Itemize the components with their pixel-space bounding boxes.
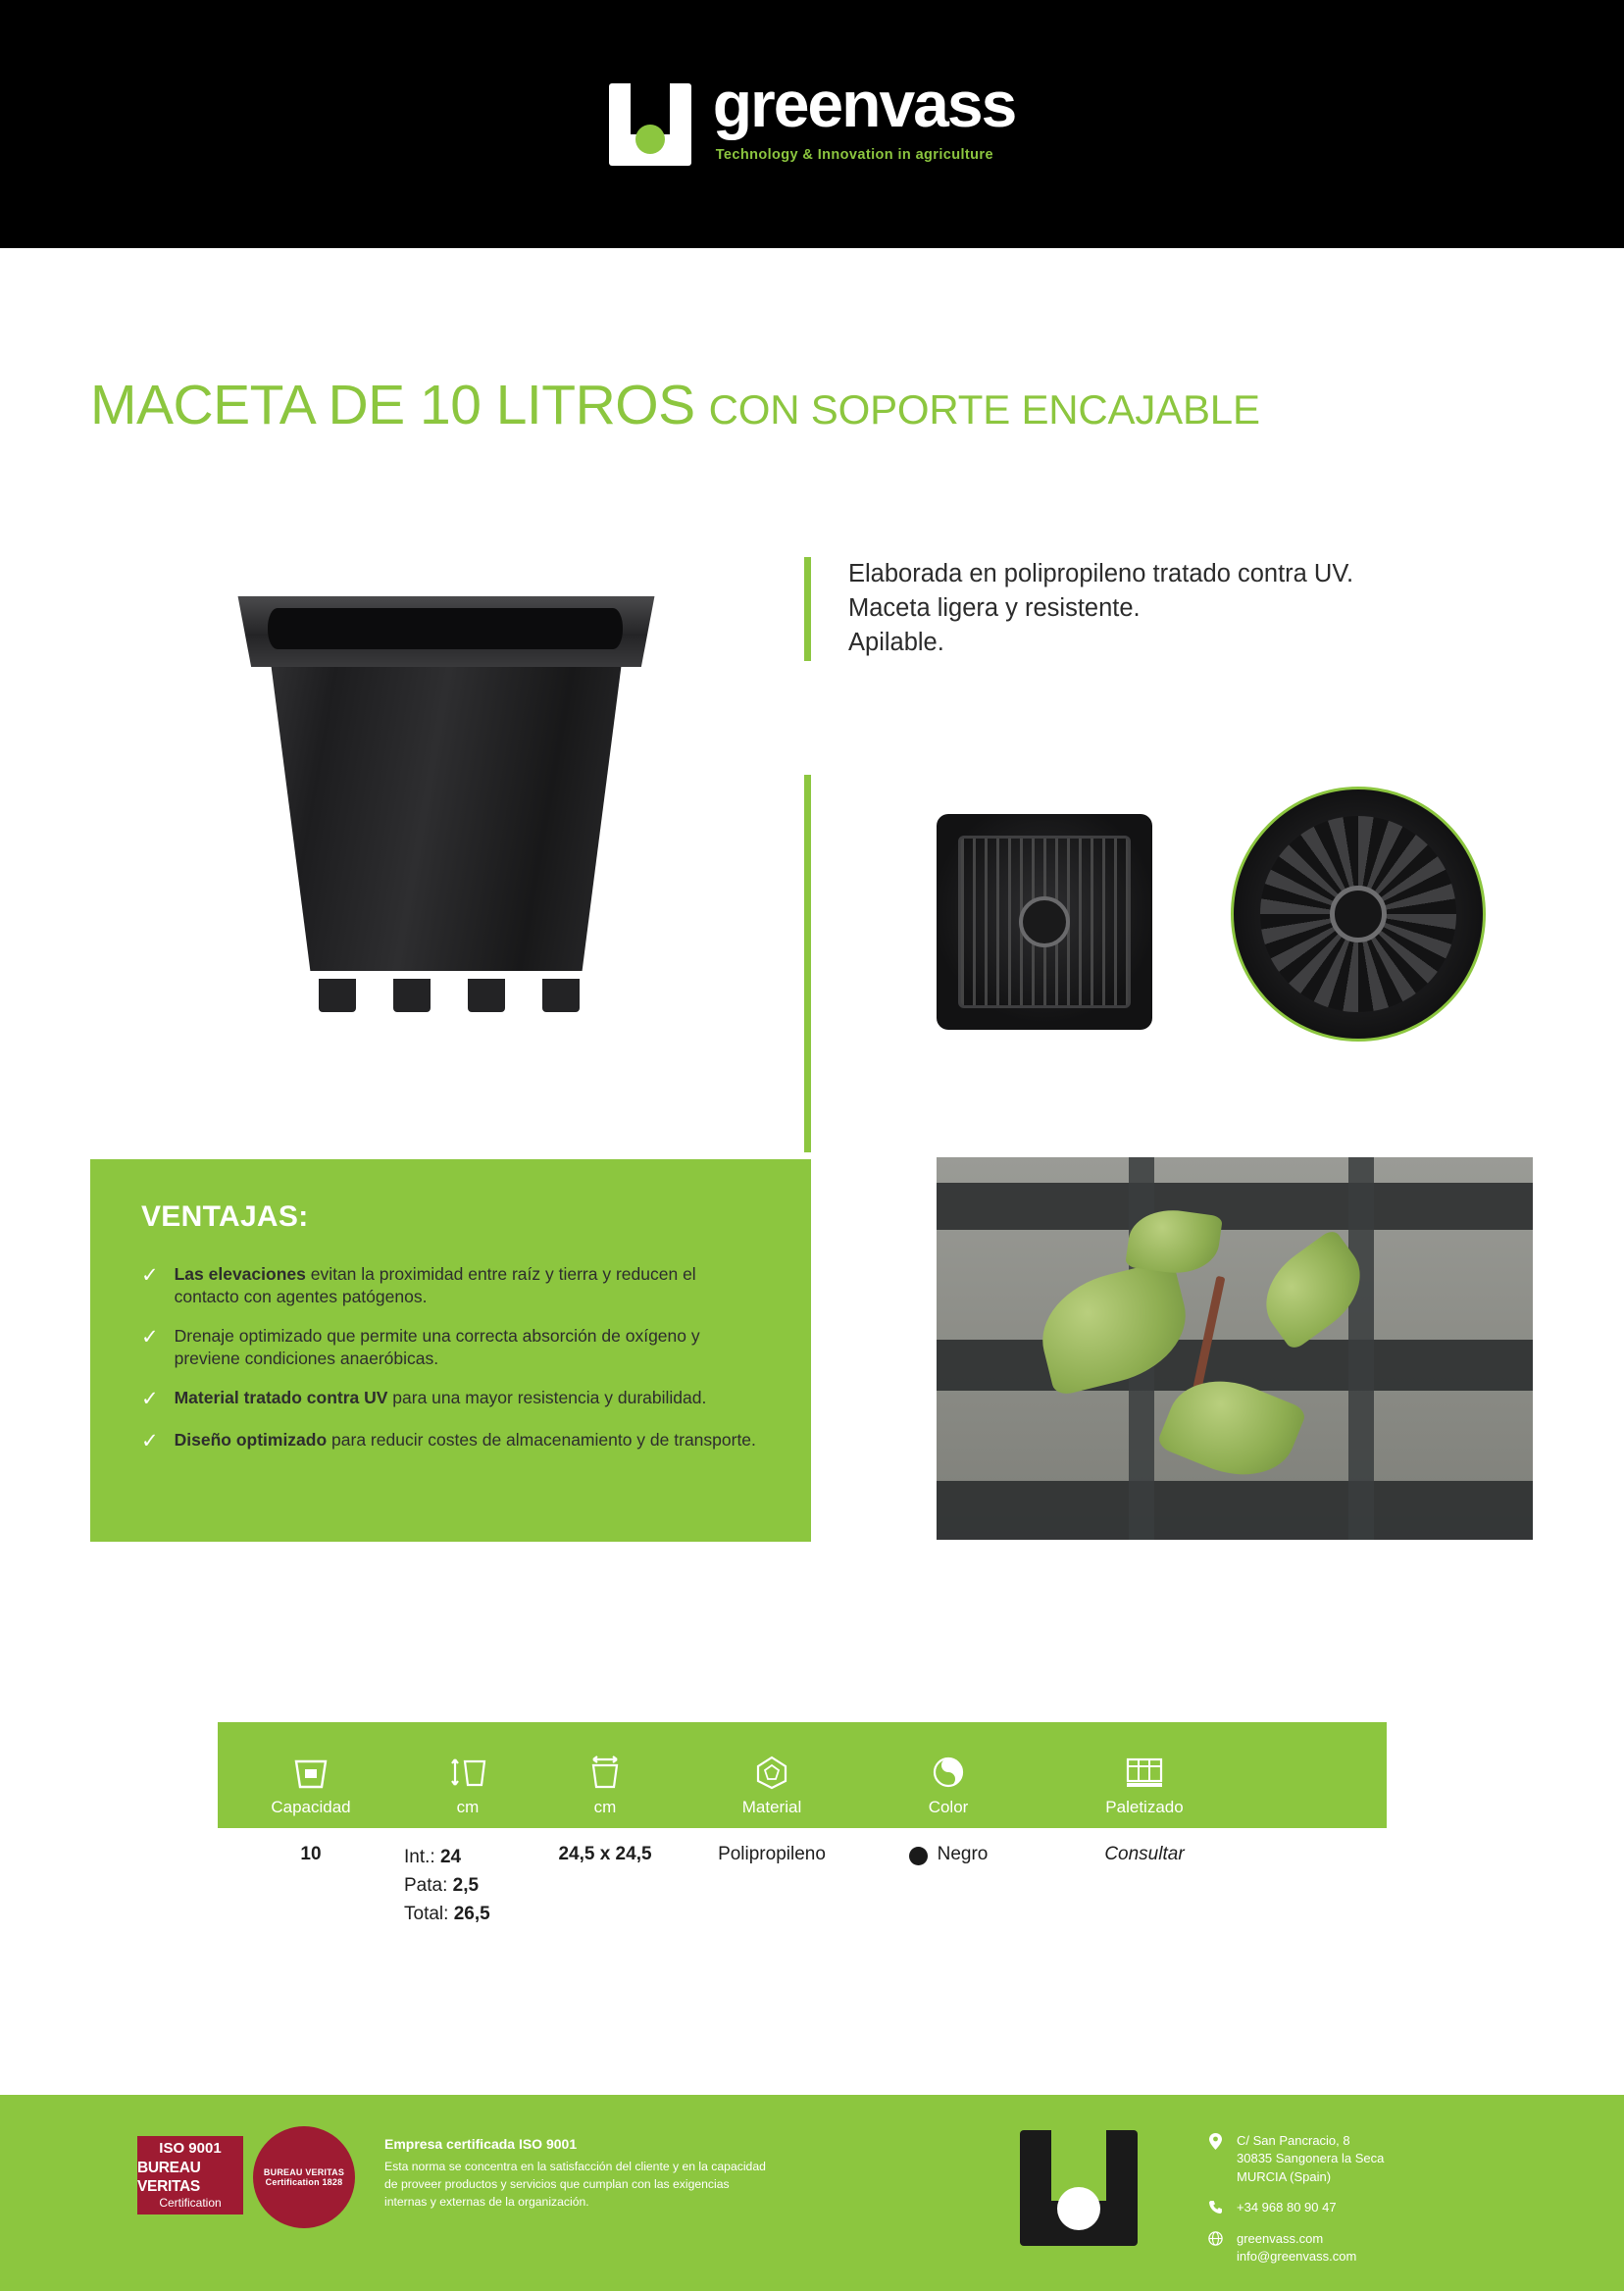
spec-value-diameter: 24,5 x 24,5: [558, 1844, 652, 1864]
advantage-bold: Diseño optimizado: [174, 1429, 328, 1450]
globe-icon: [1208, 2231, 1225, 2248]
intro-line-2: Maceta ligera y resistente.: [848, 594, 1141, 623]
spec-header-capacity: [218, 1722, 404, 1828]
spec-header-diameter: [532, 1722, 679, 1828]
advantage-item: [141, 1387, 762, 1411]
page-header: [0, 0, 1624, 248]
check-icon: ✓: [141, 1429, 159, 1452]
contact-web[interactable]: [1208, 2230, 1384, 2266]
advantages-panel: [90, 1159, 811, 1542]
check-icon: ✓: [141, 1264, 159, 1287]
advantage-rest: evitan la proximidad entre raíz y tierra y reducen el contacto con agentes patógenos.: [174, 1264, 696, 1307]
color-icon: [929, 1748, 968, 1791]
bureau-veritas-seal-icon: BUREAU VERITAS Certification 1828: [253, 2126, 355, 2228]
contact-phone[interactable]: [1208, 2199, 1384, 2216]
spec-header-label: Material: [741, 1798, 802, 1816]
address-line-3: MURCIA (Spain): [1237, 2168, 1332, 2184]
advantage-rest: para una mayor resistencia y durabilidad.: [387, 1388, 707, 1408]
height-leg-value: 2,5: [452, 1874, 480, 1896]
advantage-rest: Drenaje optimizado que permite una correcta absorción de oxígeno y previene condiciones anaeróbicas.: [174, 1326, 700, 1369]
check-icon: ✓: [141, 1388, 159, 1411]
spec-header-height: [404, 1722, 532, 1828]
pot-leg: [393, 979, 431, 1012]
advantage-bold: Las elevaciones: [174, 1264, 306, 1284]
spec-header-label: cm: [456, 1798, 480, 1816]
spec-table-header: [218, 1722, 1387, 1828]
brand-tagline: Technology & Innovation in agriculture: [715, 146, 993, 163]
field-tray: [937, 1481, 1533, 1540]
address-line-2: 30835 Sangonera la Seca: [1237, 2151, 1385, 2166]
spec-header-pallet: [1032, 1722, 1257, 1828]
height-int-value: 24: [439, 1847, 462, 1867]
website-url: greenvass.com: [1237, 2230, 1324, 2246]
stackable-base-photo: [937, 814, 1152, 1030]
spec-header-label: Color: [928, 1798, 969, 1816]
material-icon: [752, 1748, 791, 1791]
height-total-label: Total:: [404, 1903, 454, 1924]
pot-leg: [319, 979, 356, 1012]
spec-header-color: [865, 1722, 1032, 1828]
contact-address: [1208, 2132, 1384, 2186]
advantage-text: [175, 1429, 756, 1453]
page-title-sub: CON SOPORTE ENCAJABLE: [708, 386, 1260, 433]
height-leg-label: Pata:: [404, 1874, 453, 1896]
greenvass-logo-icon: [609, 83, 691, 166]
diameter-icon: [584, 1748, 627, 1791]
green-divider-rule: [804, 775, 811, 1152]
advantage-item: [141, 1429, 762, 1453]
color-name: Negro: [937, 1844, 989, 1864]
pot-leg: [468, 979, 505, 1012]
pots-in-field-photo: [937, 1157, 1533, 1540]
advantage-text: [175, 1263, 762, 1308]
pot-body: [240, 618, 652, 971]
intro-block: [804, 557, 1353, 661]
location-pin-icon: [1208, 2133, 1225, 2150]
certification-body: Esta norma se concentra en la satisfacción del cliente y en la capacidad de proveer productos y servicios que cumplan con las exigencias internas y externas de la organización.: [384, 2160, 766, 2210]
stackable-base-detail-photo: [1231, 787, 1486, 1042]
advantage-rest: para reducir costes de almacenamiento y de transporte.: [327, 1429, 756, 1450]
pallet-icon: [1123, 1748, 1166, 1791]
spec-value-capacity: 10: [300, 1844, 322, 1864]
advantage-text: [175, 1325, 762, 1370]
spec-table-row: [218, 1844, 1387, 1929]
footer-logo-icon: [1020, 2130, 1138, 2246]
spec-header-label: Paletizado: [1105, 1798, 1184, 1816]
field-divider: [1348, 1157, 1374, 1540]
address-line-1: C/ San Pancracio, 8: [1237, 2133, 1350, 2148]
pot-leg: [542, 979, 580, 1012]
iso-line-3: Certification: [159, 2196, 222, 2211]
intro-line-1: Elaborada en polipropileno tratado contra UV.: [848, 560, 1354, 587]
field-tray: [937, 1183, 1533, 1230]
base-hub: [1019, 896, 1070, 947]
spec-header-material: [679, 1722, 865, 1828]
brand-name: greenvass: [712, 67, 1016, 140]
contact-phone-text: +34 968 80 90 47: [1237, 2200, 1337, 2215]
page-footer: [0, 2095, 1624, 2291]
height-int-label: Int.:: [404, 1847, 440, 1867]
iso-line-2: BUREAU VERITAS: [137, 2159, 201, 2195]
capacity-icon: [291, 1748, 330, 1791]
advantages-heading: VENTAJAS:: [141, 1200, 309, 1233]
intro-line-3: Apilable.: [848, 629, 944, 657]
brand-logo-text: [712, 67, 1016, 163]
certification-text: [384, 2136, 769, 2211]
spec-value-height: [404, 1844, 532, 1929]
brand-logo: [609, 67, 1016, 166]
spec-value-pallet: Consultar: [1104, 1844, 1185, 1864]
spec-value-color: [865, 1844, 1032, 1929]
spec-header-label: cm: [593, 1798, 617, 1816]
iso-line-1: ISO 9001: [159, 2139, 222, 2157]
email-address: info@greenvass.com: [1237, 2249, 1357, 2265]
advantage-text: [175, 1387, 707, 1411]
height-total-value: 26,5: [453, 1903, 490, 1924]
contact-address-text: [1237, 2132, 1384, 2186]
spec-header-label: Capacidad: [271, 1798, 351, 1816]
advantage-item: [141, 1263, 762, 1308]
product-pot-photo: [211, 579, 682, 1030]
height-icon: [447, 1748, 488, 1791]
check-icon: ✓: [141, 1326, 159, 1349]
base-detail-hub: [1330, 886, 1387, 942]
pot-interior: [268, 608, 623, 649]
page-title: [90, 373, 1260, 437]
contact-web-text: [1237, 2230, 1356, 2266]
iso-badge: [137, 2136, 243, 2215]
page-title-main: MACETA DE 10 LITROS: [90, 374, 695, 436]
contact-block: [1208, 2132, 1384, 2279]
spec-value-material: Polipropileno: [718, 1844, 826, 1864]
advantage-item: [141, 1325, 762, 1370]
phone-icon: [1208, 2200, 1225, 2216]
advantage-bold: Material tratado contra UV: [174, 1388, 388, 1408]
certification-title: Empresa certificada ISO 9001: [384, 2136, 578, 2152]
color-swatch-icon: [909, 1847, 928, 1865]
